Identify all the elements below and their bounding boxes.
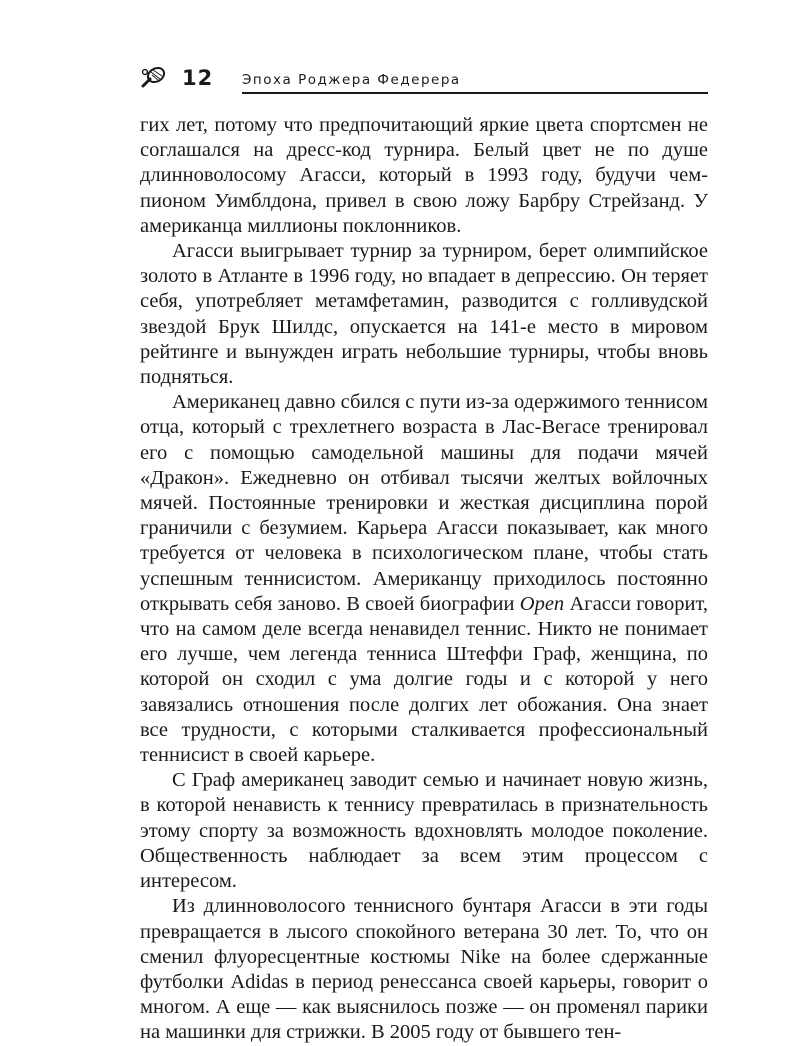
paragraph-3-part-2: Агасси говорит, что на самом деле всегда ненавидел теннис. Никто не понимает его лучше, чем легенда тенниса Штеффи Граф, женщина, по которой он сходил с ума долгие годы и с которой у него завязались отношения после долгих лет обожания. Она знает все трудности, с которыми сталкивается профессиональный теннисист в своей карьере. (140, 592, 708, 767)
running-header (140, 64, 708, 94)
header-rule (242, 92, 708, 94)
paragraph-2: Агасси выигрывает турнир за турниром, берет олимпийское золото в Атланте в 1996 году, но впадает в депрессию. Он теряет себя, употребляет метамфетамин, разводится с голливудской звездой Брук Шилдс, опускается на 141-е место в мировом рейтинге и вынужден играть небольшие турниры, чтобы вновь подняться. (140, 240, 708, 389)
body-text (140, 113, 708, 1046)
paragraph-3 (140, 390, 708, 768)
paragraph-4: С Граф американец заводит семью и начинает новую жизнь, в которой ненависть к теннису превратилась в признательность этому спорту за возможность вдохновлять молодое поколение. Общественность наблюдает за всем этим процессом с интересом. (140, 769, 708, 893)
tennis-racket-icon (140, 66, 166, 90)
paragraph-1: гих лет, потому что предпочитающий яркие цвета спортсмен не соглашался на дресс-код турнира. Белый цвет не по душе длинноволосому Агасси, который в 1993 году, будучи чемпионом Уимблдона, привел в свою ложу Барбру Стрейзанд. У американца миллионы поклонников. (140, 114, 708, 237)
page-number: 12 (182, 66, 214, 90)
paragraph-3-part-1: Американец давно сбился с пути из-за одержимого теннисом отца, который с трехлетнего возраста в Лас-Вегасе тренировал его с помощью самодельной машины для подачи мячей «Дракон». Ежедневно он отбивал тысячи желтых войлочных мячей. Постоянные тренировки и жесткая дисциплина порой граничили с безумием. Карьера Агасси показывает, как много требуется от человека в психологическом плане, чтобы стать успешным теннисистом. Американцу приходилось постоянно открывать себя заново. В своей биографии (140, 391, 708, 615)
running-title: Эпоха Роджера Федерера (242, 72, 461, 88)
paragraph-5: Из длинноволосого теннисного бунтаря Агасси в эти годы превращается в лысого спокойного ветерана 30 лет. То, что он сменил флуоресцентные костюмы Nike на более сдержанные футболки Adidas в период ренессанса своей карьеры, говорит о многом. А еще — как выяснилось позже — он променял парики на машинки для стрижки. В 2005 году от бывшего тен- (140, 895, 708, 1044)
book-title-open: Open (519, 592, 565, 615)
